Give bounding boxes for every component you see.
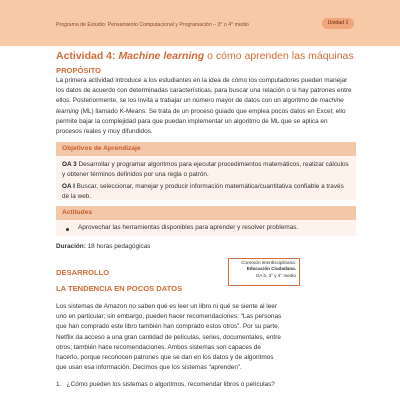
oa3-item bbox=[62, 160, 350, 180]
oai-item bbox=[62, 182, 350, 202]
activity-title-rest: o cómo aprenden las máquinas bbox=[204, 50, 354, 62]
proposito-text-part1: La primera actividad introduce a los estudiantes en la idea de cómo los computadores pueden manejar los datos de acuerdo con determinadas características, para buscar una relación o si hay patrones entre ellos. Posteriormente, se los invita a trabajar un número mayor de datos con un algoritmo de bbox=[56, 77, 352, 105]
duracion-label: Duración: bbox=[56, 243, 86, 250]
actitudes-header bbox=[56, 206, 356, 220]
interdisciplinary-callout bbox=[228, 258, 300, 286]
activity-title-prefix: Actividad 4: bbox=[56, 50, 119, 62]
duracion-value: 18 horas pedagógicas bbox=[85, 243, 151, 250]
oai-text: Buscar, seleccionar, manejar y producir información matemática/cuantitativa confiable a través de la web. bbox=[62, 183, 344, 201]
callout-line-2: Educación Ciudadana. bbox=[246, 266, 296, 272]
question-number: 1. bbox=[56, 381, 62, 388]
page-header-band bbox=[0, 0, 400, 46]
question-1 bbox=[56, 380, 354, 390]
desarrollo-heading: DESARROLLO bbox=[56, 268, 110, 277]
tendencia-subheading: LA TENDENCIA EN POCOS DATOS bbox=[56, 284, 183, 293]
actitudes-item: Aprovechar las herramientas disponibles para aprender y resolver problemas. bbox=[78, 224, 299, 231]
proposito-text-part2: (ML) llamado K-Means. Se trata de un proceso guiado que emplea pocos datos en Excel; ello permite bajar la complejidad para que puedan implementar un algoritmo de ML que se aplica en procesos reales y muy difundidos. bbox=[56, 107, 346, 136]
desarrollo-paragraph: Los sistemas de Amazon no saben qué es leer un libro ni qué se siente al leer uno en particular; sin embargo, pueden hacer recomendaciones: “Las personas que han comprado este libro también han comprado estos otros”. Por su parte, Netflix da acceso a una gran cantidad de películas, series, documentales, entre otros; también hace recomendaciones. Ambos sistemas son capaces de hacerlo, porque reconocen patrones que se dan en los datos y de algoritmos que usan esa información. Decimos que los sistemas “aprenden”. bbox=[56, 303, 282, 372]
callout-line-3: OA b, 3° y 4° medio bbox=[255, 272, 296, 278]
proposito-heading: PROPÓSITO bbox=[56, 66, 102, 75]
bullet-icon bbox=[66, 228, 69, 231]
oa3-text: Desarrollar y programar algoritmos para ejecutar procedimientos matemáticos, realizar cálculos y obtener términos definidos por una regla o patrón. bbox=[62, 161, 349, 179]
question-text: ¿Cómo pueden los sistemas o algoritmos, recomendar libros o películas? bbox=[66, 381, 275, 388]
unit-badge: Unidad 1 bbox=[322, 18, 354, 29]
objetivos-header bbox=[56, 142, 356, 156]
proposito-text-emphasis: machine learning bbox=[56, 97, 344, 115]
activity-title-emphasis: Machine learning bbox=[118, 50, 205, 62]
actitudes-heading: Actitudes bbox=[62, 209, 93, 216]
desarrollo-paragraph-intro bbox=[56, 302, 282, 373]
objetivos-box bbox=[56, 156, 356, 200]
actitudes-box bbox=[56, 220, 356, 236]
breadcrumb: Programa de Estudio: Pensamiento Computacional y Programación – 3° o 4° medio bbox=[56, 22, 249, 28]
oa3-code: OA 3 bbox=[62, 161, 77, 168]
objetivos-heading: Objetivos de Aprendizaje bbox=[62, 145, 141, 152]
oai-code: OA I bbox=[62, 183, 75, 190]
callout-line-1: Conexión interdisciplinaria: bbox=[241, 260, 296, 265]
duracion-line bbox=[56, 242, 354, 252]
proposito-text bbox=[56, 76, 354, 137]
activity-title bbox=[56, 50, 354, 62]
